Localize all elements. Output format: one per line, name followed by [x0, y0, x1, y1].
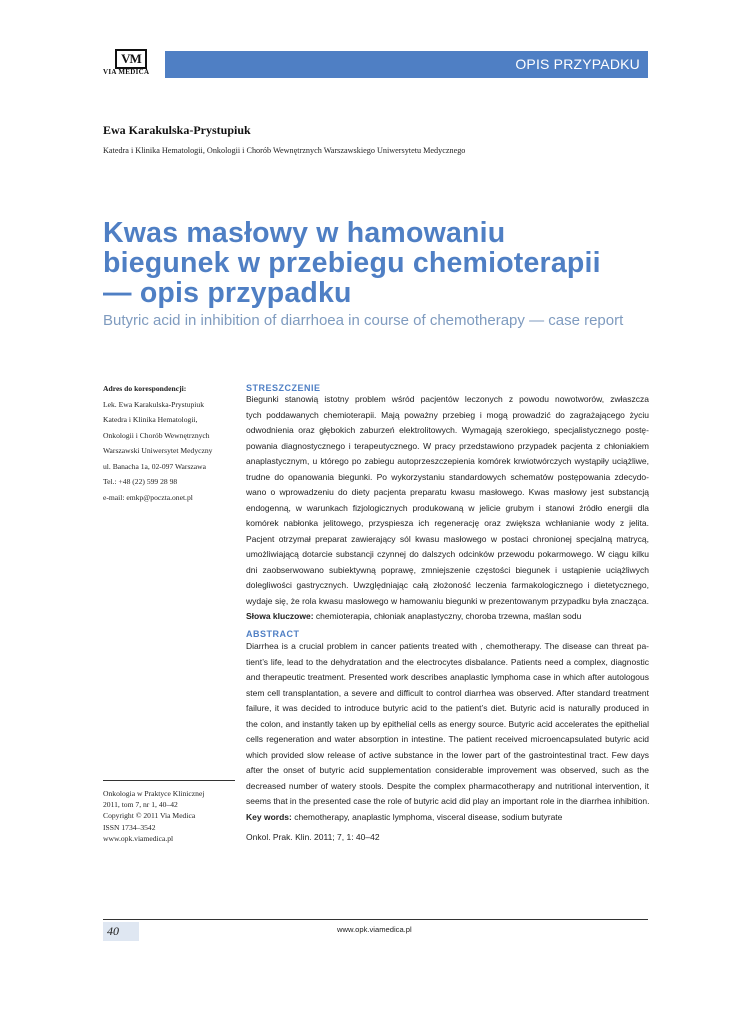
text-line: seems that in the presented case the role of butyric acid did play an important role in the diarrhea inhibition. [246, 796, 650, 806]
journal-info-line: ISSN 1734–3542 [103, 822, 156, 832]
text-line: stem cell transplantation, a severe and difficult to control diarrhea was observed. After standard treatment [246, 687, 649, 698]
title-line: — opis przypadku [103, 277, 352, 309]
journal-info-line: Onkologia w Praktyce Klinicznej [103, 789, 205, 798]
journal-info-line: 2011, tom 7, nr 1, 40–42 [103, 800, 178, 810]
sidebar-divider [103, 780, 235, 781]
text-line: anaplastycznym, u którego po zabiegu autoprzeszczepienia komórek krwiotwórczych wystąpiły uciążliwe, [246, 456, 649, 466]
correspondence-heading: Adres do korespondencji: [103, 384, 187, 393]
text-line: which provided slow release of active substance in the lower part of the gastrointestinal tract. Few days [246, 749, 649, 760]
text-line: the colon, and instantly taken up by epithelial cells as energy source. Butyric acid accelerates the epithelial [246, 718, 649, 729]
abstract-heading: ABSTRACT [246, 629, 300, 639]
journal-info-url: www.opk.viamedica.pl [103, 833, 174, 843]
text-line: after the onset of butyric acid supplementation considerable improvement was observed, such as the [246, 765, 649, 775]
author-name: Ewa Karakulska-Prystupiuk [103, 123, 251, 137]
correspondence-line: Lek. Ewa Karakulska-Prystupiuk [103, 399, 205, 409]
via-medica-logo [103, 49, 163, 77]
logo-mark: VM [115, 49, 147, 69]
page-number-box [103, 922, 139, 941]
keywords-label: Słowa kluczowe: [246, 611, 314, 621]
text-line: Biegunki stanowią istotny problem wśród pacjentów leczonych z powodu nowotworów, zwłaszcza [246, 394, 649, 404]
section-label: OPIS PRZYPADKU [515, 56, 640, 72]
text-line: komórek nabłonka jelitowego, przyspiesza ich regenerację oraz zwiększa wchłanianie wody z jelita. [246, 518, 649, 528]
text-line: tient’s life, lead to the dehydratation and the electrocytes disbalance. Patients need a complex, diagnostic [246, 656, 649, 667]
text-line: decreased number of watery stools. Despite the complex pharmacotherapy and nutritional intervention, it [246, 780, 649, 791]
text-line: Pacjent otrzymał preparat zawierający sól kwasu masłowego w postaci chronionej specjalną matrycą, [246, 533, 649, 544]
text-line: and therapeutic treatment. Presented work describes anaplastic lymphoma case in which after autologous [246, 672, 649, 682]
page-number: 40 [107, 924, 119, 938]
text-line: umożliwiającą dotarcie substancji czynnej do dalszych odcinków przewodu pokarmowego. W ciągu kilku [246, 549, 649, 559]
streszczenie-heading: STRESZCZENIE [246, 383, 321, 393]
text-line: wano o wprowadzeniu do diety pacjenta preparatu kwasu masłowego. Kwas masłowy jest substancją [246, 487, 649, 497]
text-line: powania diagnostycznego i terapeutycznego. W pracy przedstawiono przypadek pacjenta z chłoniakiem [246, 440, 649, 451]
journal-info-line: Copyright © 2011 Via Medica [103, 811, 196, 821]
text-line: cells regeneration and water absorption in intestine. The patient received microencapsulated butyric acid [246, 734, 649, 744]
streszczenie-keywords [246, 609, 649, 625]
text-line: failure, it was decided to introduce butyric acid to the patient’s diet. Butyric acid is naturally produced in [246, 703, 649, 713]
keywords-value: chemioterapia, chłoniak anaplastyczny, choroba trzewna, maślan sodu [315, 611, 582, 621]
abstract-body [246, 639, 649, 825]
journal-info [103, 788, 238, 844]
footer-url: www.opk.viamedica.pl [337, 925, 412, 934]
keywords-label: Key words: [246, 811, 292, 822]
correspondence-line: Katedra i Klinika Hematologii, [103, 415, 198, 424]
correspondence-line: ul. Banacha 1a, 02-097 Warszawa [103, 461, 206, 471]
text-line: endogenną, w warunkach fizjologicznych produkowaną w jelicie grubym i stanowi źródło energii dla [246, 502, 649, 513]
text-line: dolegliwości gastrycznych. Uwzględniając całą złożoność leczenia farmakologicznego i dietetycznego, [246, 580, 649, 590]
title-line: Kwas masłowy w hamowaniu [103, 217, 506, 249]
footer-divider [103, 919, 648, 920]
article-subtitle: Butyric acid in inhibition of diarrhoea in course of chemotherapy — case report [103, 312, 624, 329]
article-title [103, 218, 663, 308]
section-header-bar [165, 51, 648, 78]
text-line: trudne do opanowania biegunki. Po wykorzystaniu standardowych schematów postępowania zdecydo- [246, 471, 649, 482]
citation: Onkol. Prak. Klin. 2011; 7, 1: 40–42 [246, 832, 380, 842]
correspondence-line: Tel.: +48 (22) 599 28 98 [103, 477, 178, 486]
text-line: dni zaobserwowano subiektywną poprawę, zmniejszenie częstości biegunek i ustąpienie uciążliwych [246, 564, 649, 575]
abstract-keywords [246, 810, 649, 826]
title-line: biegunek w przebiegu chemioterapii [103, 247, 601, 279]
text-line: tych poddawanych chemioterapii. Mają poważny przebieg i mogą prowadzić do zagrażającego życiu [246, 409, 649, 420]
correspondence-line: Warszawski Uniwersytet Medyczny [103, 446, 213, 455]
correspondence-email: e-mail: emkp@poczta.onet.pl [103, 492, 193, 502]
logo-text: VIA MEDICA [103, 68, 150, 76]
keywords-value: chemotherapy, anaplastic lymphoma, visceral disease, sodium butyrate [294, 811, 563, 822]
author-affiliation: Katedra i Klinika Hematologii, Onkologii i Chorób Wewnętrznych Warszawskiego Uniwersytetu Medycznego [103, 146, 466, 155]
text-line: odwodnienia oraz głębokich zaburzeń elektrolitowych. Wymagają szerokiego, specjalistycznego postę- [246, 425, 649, 435]
text-line: Diarrhea is a crucial problem in cancer patients treated with , chemotherapy. The disease can threat pa- [246, 641, 649, 651]
correspondence-address [103, 381, 238, 505]
correspondence-line: Onkologii i Chorób Wewnętrznych [103, 430, 210, 440]
streszczenie-body [246, 392, 649, 625]
text-line: wydaje się, że rola kwasu masłowego w hamowaniu biegunki w prezentowanym przypadku była znacząca. [246, 595, 649, 606]
